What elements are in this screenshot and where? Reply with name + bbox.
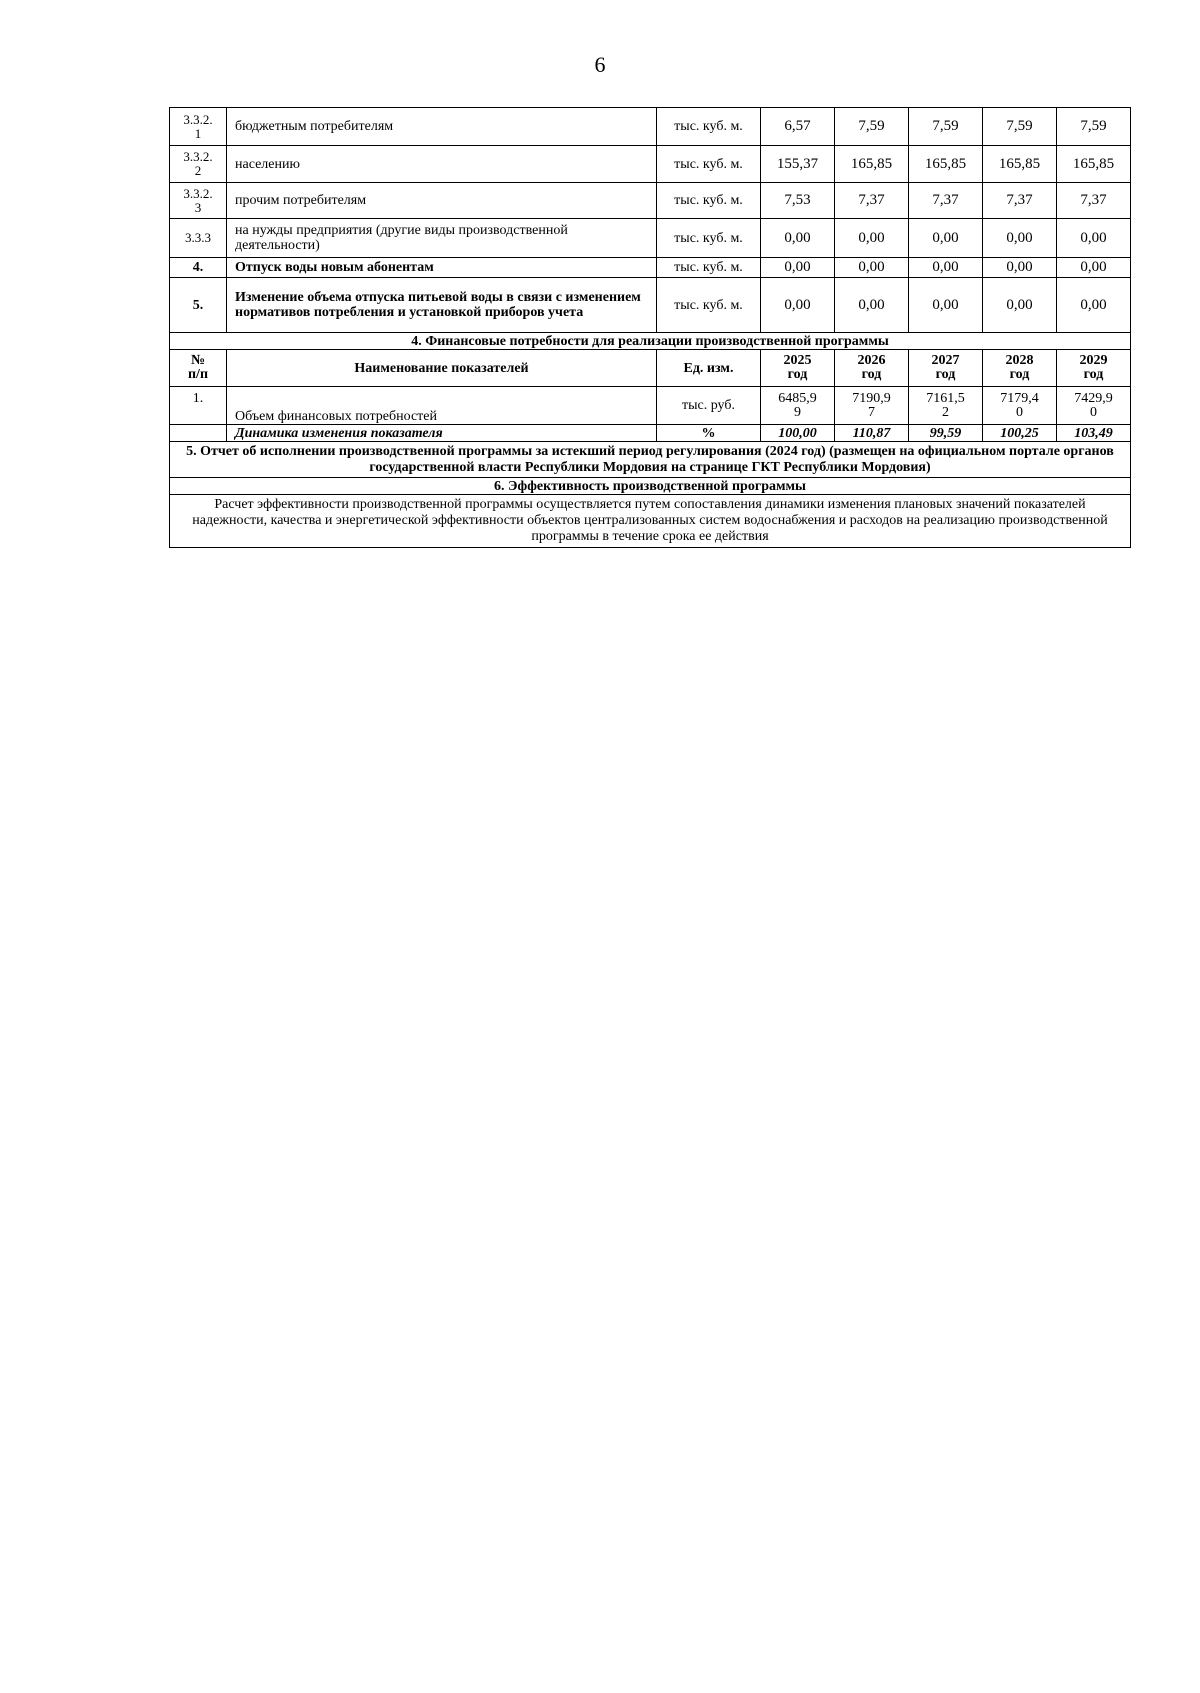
value-cell: 165,85 (909, 146, 983, 183)
table-row (170, 495, 1131, 548)
section6-text: Расчет эффективности производственной программы осуществляется путем сопоставления динамики изменения плановых значений показателей надежности, качества и энергетической эффективности объектов централизованных систем водоснабжения и расходов на реализацию производственной программы в течение срока ее действия (170, 495, 1131, 548)
program-table (169, 107, 1131, 548)
value-cell: 7,59 (835, 108, 909, 146)
value-cell: 7161,5 2 (909, 387, 983, 425)
row-unit: тыс. куб. м. (657, 183, 761, 219)
row-name: на нужды предприятия (другие виды производственной деятельности) (227, 219, 657, 258)
value-cell: 0,00 (983, 278, 1057, 333)
value-cell: 0,00 (835, 278, 909, 333)
header-year: 2028 год (983, 350, 1057, 387)
value-cell: 99,59 (909, 425, 983, 442)
row-code: 5. (170, 278, 227, 333)
row-code: 4. (170, 258, 227, 278)
header-row (170, 350, 1131, 387)
page-number: 6 (594, 52, 606, 77)
header-year: 2026 год (835, 350, 909, 387)
section-title-row (170, 442, 1131, 478)
table-row (170, 183, 1131, 219)
section-title-row (170, 478, 1131, 495)
row-unit: тыс. куб. м. (657, 258, 761, 278)
row-name: бюджетным потребителям (227, 108, 657, 146)
row-code: 3.3.3 (170, 219, 227, 258)
row-unit: тыс. куб. м. (657, 278, 761, 333)
empty-cell (170, 425, 227, 442)
value-cell: 0,00 (983, 219, 1057, 258)
value-cell: 6,57 (761, 108, 835, 146)
value-cell: 0,00 (909, 278, 983, 333)
value-cell: 0,00 (1057, 258, 1131, 278)
header-year: 2027 год (909, 350, 983, 387)
value-cell: 7,53 (761, 183, 835, 219)
section6-title: 6. Эффективность производственной программы (170, 478, 1131, 495)
value-cell: 7,37 (983, 183, 1057, 219)
value-cell: 6485,9 9 (761, 387, 835, 425)
table-row (170, 108, 1131, 146)
header-name: Наименование показателей (227, 350, 657, 387)
table-row (170, 387, 1131, 425)
row-code: 3.3.2. 3 (170, 183, 227, 219)
value-cell: 7,37 (1057, 183, 1131, 219)
value-cell: 165,85 (1057, 146, 1131, 183)
table-row (170, 146, 1131, 183)
value-cell: 7,59 (983, 108, 1057, 146)
value-cell: 7,59 (909, 108, 983, 146)
value-cell: 110,87 (835, 425, 909, 442)
value-cell: 0,00 (1057, 278, 1131, 333)
value-cell: 0,00 (909, 258, 983, 278)
value-cell: 7190,9 7 (835, 387, 909, 425)
value-cell: 7,59 (1057, 108, 1131, 146)
row-unit: тыс. руб. (657, 387, 761, 425)
row-name: населению (227, 146, 657, 183)
value-cell: 7,37 (835, 183, 909, 219)
value-cell: 103,49 (1057, 425, 1131, 442)
header-unit: Ед. изм. (657, 350, 761, 387)
value-cell: 0,00 (761, 278, 835, 333)
row-num: 1. (170, 387, 227, 425)
value-cell: 7429,9 0 (1057, 387, 1131, 425)
value-cell: 0,00 (761, 258, 835, 278)
row-name: Динамика изменения показателя (227, 425, 657, 442)
value-cell: 0,00 (835, 258, 909, 278)
value-cell: 0,00 (835, 219, 909, 258)
row-code: 3.3.2. 1 (170, 108, 227, 146)
table-row (170, 258, 1131, 278)
row-name: Отпуск воды новым абонентам (227, 258, 657, 278)
row-name: прочим потребителям (227, 183, 657, 219)
value-cell: 0,00 (1057, 219, 1131, 258)
table-row (170, 219, 1131, 258)
header-year: 2029 год (1057, 350, 1131, 387)
value-cell: 165,85 (983, 146, 1057, 183)
value-cell: 155,37 (761, 146, 835, 183)
value-cell: 0,00 (983, 258, 1057, 278)
value-cell: 165,85 (835, 146, 909, 183)
row-unit: тыс. куб. м. (657, 108, 761, 146)
row-name: Изменение объема отпуска питьевой воды в связи с изменением нормативов потребления и установкой приборов учета (227, 278, 657, 333)
section-title-row (170, 333, 1131, 350)
value-cell: 100,25 (983, 425, 1057, 442)
row-unit: % (657, 425, 761, 442)
table-row (170, 278, 1131, 333)
value-cell: 7179,4 0 (983, 387, 1057, 425)
table-row (170, 425, 1131, 442)
row-code: 3.3.2. 2 (170, 146, 227, 183)
header-num: № п/п (170, 350, 227, 387)
row-name: Объем финансовых потребностей (227, 387, 657, 425)
row-unit: тыс. куб. м. (657, 219, 761, 258)
section5-title: 5. Отчет об исполнении производственной программы за истекший период регулирования (2024 год) (размещен на официальном портале органов государственной власти Республики Мордовия на странице ГКТ Республики Мордовия) (170, 442, 1131, 478)
section4-title: 4. Финансовые потребности для реализации производственной программы (170, 333, 1131, 350)
value-cell: 0,00 (761, 219, 835, 258)
header-year: 2025 год (761, 350, 835, 387)
value-cell: 100,00 (761, 425, 835, 442)
row-unit: тыс. куб. м. (657, 146, 761, 183)
value-cell: 7,37 (909, 183, 983, 219)
value-cell: 0,00 (909, 219, 983, 258)
